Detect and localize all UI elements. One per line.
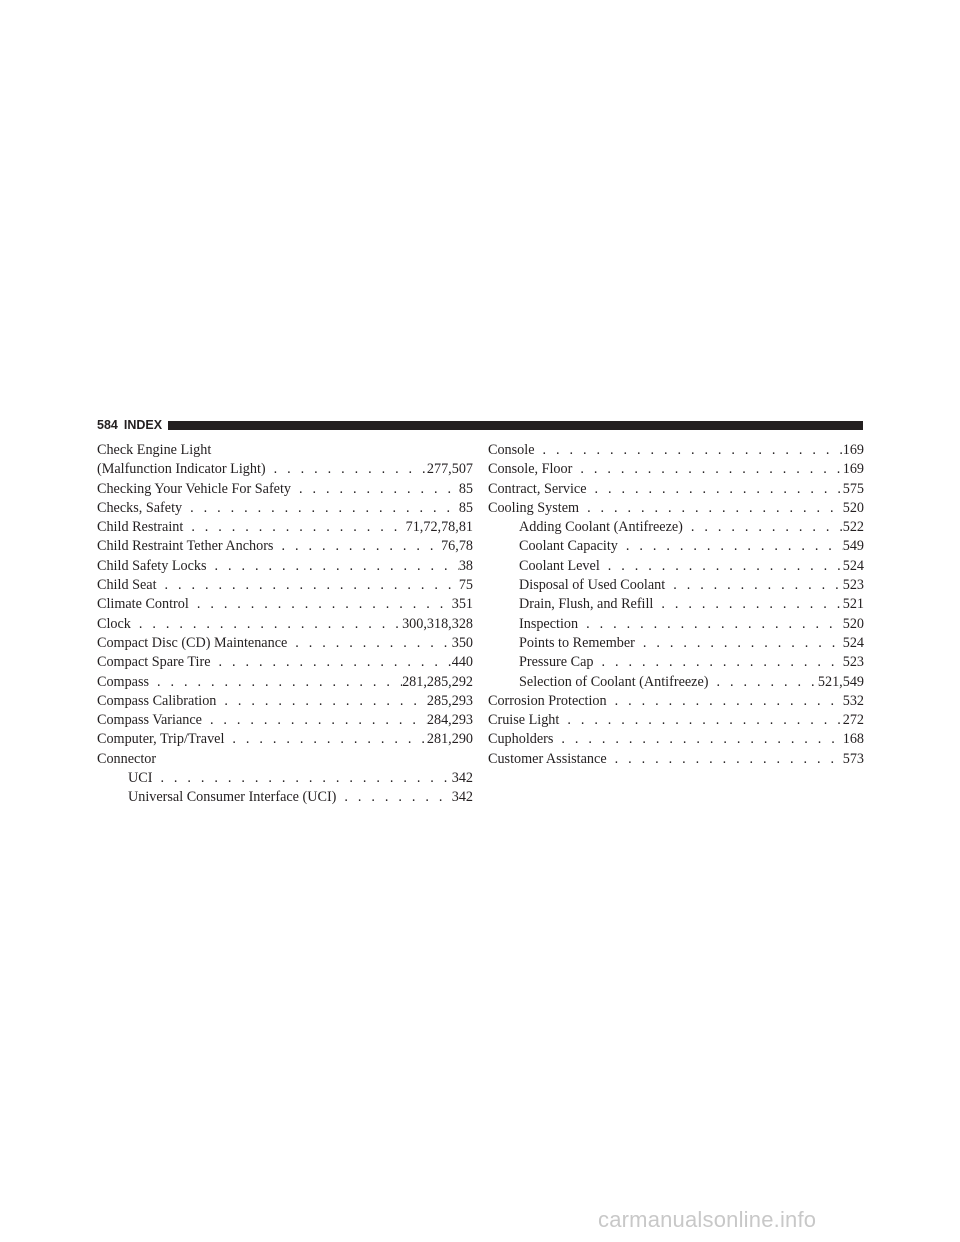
dot-leader (587, 480, 843, 499)
index-entry (97, 480, 473, 499)
entry-page-numbers: 85 (458, 499, 473, 516)
entry-page-numbers: 85 (458, 480, 473, 497)
entry-label: Child Safety Locks (97, 557, 207, 574)
index-entry (488, 750, 864, 769)
entry-label: Cupholders (488, 731, 554, 748)
entry-page-numbers: 71,72,78,81 (405, 519, 473, 536)
dot-leader (600, 557, 843, 576)
index-entry (97, 673, 473, 692)
dot-leader (266, 460, 427, 479)
entry-page-numbers: 285,293 (426, 692, 473, 709)
page-number: 584 (97, 418, 118, 432)
entry-label: Child Seat (97, 577, 157, 594)
entry-label: Computer, Trip/Travel (97, 731, 225, 748)
dot-leader (273, 537, 441, 556)
entry-page-numbers: 549 (842, 538, 864, 555)
dot-leader (607, 692, 843, 711)
dot-leader (553, 730, 842, 749)
section-title: INDEX (123, 418, 163, 432)
entry-label: UCI (128, 770, 153, 787)
entry-label: Check Engine Light (97, 442, 212, 458)
dot-leader (131, 615, 402, 634)
dot-leader (559, 711, 842, 730)
index-entry (97, 460, 473, 479)
entry-label: Contract, Service (488, 480, 587, 497)
index-subentry (97, 788, 473, 807)
dot-leader (202, 711, 427, 730)
entry-label: Cooling System (488, 499, 580, 516)
dot-leader (291, 480, 459, 499)
index-entry (97, 576, 473, 595)
entry-page-numbers: 350 (451, 634, 473, 651)
index-entry (97, 499, 473, 518)
entry-label: Disposal of Used Coolant (519, 577, 666, 594)
entry-label: Drain, Flush, and Refill (519, 596, 654, 613)
entry-page-numbers: 440 (451, 654, 473, 671)
index-subentry (488, 518, 864, 537)
index-entry (97, 615, 473, 634)
entry-page-numbers: 521 (842, 596, 864, 613)
entry-label: Corrosion Protection (488, 692, 607, 709)
dot-leader (709, 673, 818, 692)
index-subentry (488, 537, 864, 556)
entry-page-numbers: 342 (451, 789, 473, 806)
dot-leader (152, 769, 451, 788)
entry-label: Child Restraint (97, 519, 184, 536)
dot-leader (336, 788, 451, 807)
dot-leader (579, 499, 843, 518)
index-entry (97, 518, 473, 537)
dot-leader (578, 615, 843, 634)
entry-label: Connector (97, 750, 157, 767)
index-entry (97, 557, 473, 576)
page-header (97, 417, 863, 433)
entry-label: Checking Your Vehicle For Safety (97, 480, 292, 497)
entry-label: Inspection (519, 615, 579, 632)
entry-page-numbers: 522 (842, 519, 864, 536)
dot-leader (653, 595, 842, 614)
entry-page-numbers: 38 (458, 557, 473, 574)
index-entry (488, 441, 864, 460)
dot-leader (607, 750, 843, 769)
entry-page-numbers: 277,507 (426, 461, 473, 478)
index-entry (97, 653, 473, 672)
index-entry (488, 730, 864, 749)
dot-leader (618, 537, 843, 556)
index-entry (97, 595, 473, 614)
entry-page-numbers: 520 (842, 499, 864, 516)
entry-label: Universal Consumer Interface (UCI) (128, 789, 337, 806)
dot-leader (211, 653, 452, 672)
entry-page-numbers: 524 (842, 557, 864, 574)
dot-leader (665, 576, 843, 595)
dot-leader (157, 576, 459, 595)
entry-page-numbers: 76,78 (441, 538, 473, 555)
dot-leader (182, 499, 459, 518)
entry-label: Compass (97, 673, 150, 690)
index-entry (488, 460, 864, 479)
dot-leader (183, 518, 405, 537)
entry-label: Selection of Coolant (Antifreeze) (519, 673, 709, 690)
index-subentry (488, 615, 864, 634)
entry-label: Customer Assistance (488, 750, 607, 767)
entry-label: Compact Disc (CD) Maintenance (97, 634, 288, 651)
entry-page-numbers: 169 (842, 442, 864, 458)
dot-leader (683, 518, 843, 537)
index-entry (97, 634, 473, 653)
entry-label: Pressure Cap (519, 654, 594, 671)
entry-label: Compact Spare Tire (97, 654, 211, 671)
dot-leader (189, 595, 452, 614)
entry-label: Climate Control (97, 596, 189, 613)
entry-label: Adding Coolant (Antifreeze) (519, 519, 683, 536)
index-column-right (488, 441, 864, 769)
entry-label: Checks, Safety (97, 499, 183, 516)
entry-page-numbers: 281,290 (426, 731, 473, 748)
index-subentry (488, 634, 864, 653)
entry-page-numbers: 168 (842, 731, 864, 748)
index-entry (97, 730, 473, 749)
entry-page-numbers: 351 (451, 596, 473, 613)
dot-leader (535, 441, 843, 460)
header-rule (168, 421, 863, 430)
entry-label: Console, Floor (488, 461, 573, 478)
entry-page-numbers: 281,285,292 (402, 673, 473, 690)
entry-page-numbers: 300,318,328 (402, 615, 473, 632)
entry-page-numbers: 75 (458, 577, 473, 594)
index-entry (488, 499, 864, 518)
dot-leader (635, 634, 843, 653)
watermark-text: carmanualsonline.info (598, 1207, 817, 1232)
entry-page-numbers: 575 (842, 480, 864, 497)
index-entry (97, 711, 473, 730)
index-entry (488, 480, 864, 499)
entry-page-numbers: 523 (842, 654, 864, 671)
dot-leader (224, 730, 426, 749)
entry-label: Console (488, 442, 535, 458)
index-subentry (488, 673, 864, 692)
entry-page-numbers: 342 (451, 770, 473, 787)
dot-leader (593, 653, 842, 672)
entry-label: Compass Variance (97, 712, 202, 729)
dot-leader (287, 634, 451, 653)
entry-page-numbers: 272 (842, 712, 864, 729)
index-subentry (97, 769, 473, 788)
index-subentry (488, 557, 864, 576)
entry-label: Compass Calibration (97, 692, 217, 709)
entry-label: Clock (97, 615, 131, 632)
entry-page-numbers: 532 (842, 692, 864, 709)
entry-page-numbers: 573 (842, 750, 864, 767)
entry-page-numbers: 523 (842, 577, 864, 594)
index-entry (488, 711, 864, 730)
index-entry (97, 750, 473, 769)
entry-page-numbers: 169 (842, 461, 864, 478)
entry-label: Coolant Capacity (519, 538, 618, 555)
index-subentry (488, 576, 864, 595)
dot-leader (149, 673, 402, 692)
entry-label: Cruise Light (488, 712, 560, 729)
entry-page-numbers: 520 (842, 615, 864, 632)
dot-leader (207, 557, 459, 576)
index-entry (97, 441, 473, 460)
entry-label: (Malfunction Indicator Light) (97, 461, 266, 478)
index-entry (488, 692, 864, 711)
index-subentry (488, 653, 864, 672)
index-entry (97, 537, 473, 556)
entry-label: Points to Remember (519, 634, 635, 651)
dot-leader (216, 692, 426, 711)
entry-page-numbers: 524 (842, 634, 864, 651)
entry-page-numbers: 521,549 (817, 673, 864, 690)
index-subentry (488, 595, 864, 614)
entry-label: Coolant Level (519, 557, 600, 574)
entry-label: Child Restraint Tether Anchors (97, 538, 274, 555)
index-entry (97, 692, 473, 711)
index-column-left (97, 441, 473, 808)
entry-page-numbers: 284,293 (426, 712, 473, 729)
dot-leader (572, 460, 842, 479)
